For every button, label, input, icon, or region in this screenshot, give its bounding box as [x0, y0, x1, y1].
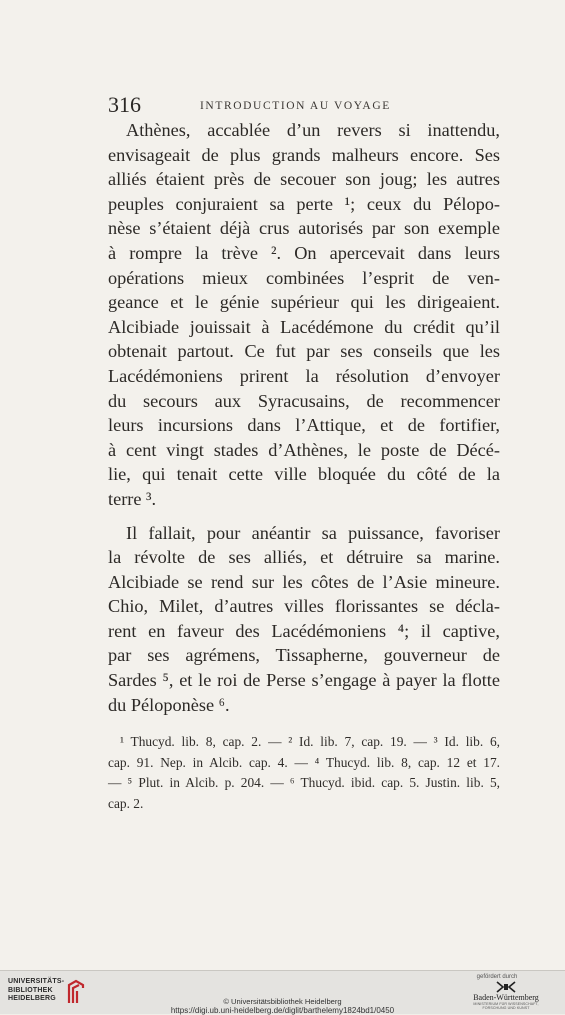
text-line: terre ³. — [108, 488, 157, 509]
state-coat-of-arms-icon — [495, 981, 517, 993]
text-line: Alcibiade jouissait à Lacédémone du crédit qu’il — [108, 316, 500, 337]
text-line: rent en faveur des Lacédémoniens ⁴; il captive, — [108, 620, 500, 641]
text-line: à rompre la trève ². On apercevait dans leurs — [108, 242, 500, 263]
footnotes — [108, 732, 500, 814]
text-line: leurs incursions dans l’Attique, et de fortifier, — [108, 415, 500, 436]
footnote-line: ¹ Thucyd. lib. 8, cap. 2. — ² Id. lib. 7, cap. 19. — ³ Id. lib. 6, — [120, 734, 500, 749]
text-line: par ses agrémens, Tissapherne, gouverneur de — [108, 645, 500, 666]
copyright-notice: © Universitätsbibliothek Heidelberg — [223, 997, 342, 1006]
funder-subtitle: MINISTERIUM FÜR WISSENSCHAFT, FORSCHUNG UND KUNST — [473, 1002, 539, 1010]
footer-bar — [0, 970, 565, 1014]
footnote-line: cap. 2. — [108, 795, 144, 811]
text-line: lie, qui tenait cette ville bloquée du côté de la — [108, 464, 500, 485]
text-line: geance et le génie supérieur qui les dirigeaient. — [108, 292, 500, 313]
text-line: du Péloponèse ⁶. — [108, 694, 230, 715]
body-text — [108, 118, 500, 717]
running-head: INTRODUCTION AU VOYAGE — [200, 100, 391, 112]
text-line: envisageait de plus grands malheurs encore. Ses — [108, 144, 500, 165]
text-line: à cent vingt stades d’Athènes, le poste de Décé- — [108, 439, 500, 460]
text-line: du secours aux Syracusains, de recommencer — [108, 390, 500, 411]
library-name: UNIVERSITÄTS- BIBLIOTHEK HEIDELBERG — [8, 978, 65, 1002]
text-line: Sardes ⁵, et le roi de Perse s’engage à payer la flotte — [108, 670, 500, 691]
page-header — [108, 92, 500, 117]
text-line: Chio, Milet, d’autres villes florissantes se décla- — [108, 596, 500, 617]
funder-logo[interactable] — [461, 974, 551, 1012]
text-line: la révolte de ses alliés, et détruire sa marine. — [108, 547, 500, 568]
text-line: opérations mieux combinées l’esprit de ven- — [108, 267, 500, 288]
text-line: nèse s’étaient déjà crus autorisés par son exemple — [108, 218, 500, 239]
text-line: Athènes, accablée d’un revers si inattendu, — [126, 120, 500, 140]
paragraph-gap — [108, 512, 500, 521]
text-line: obtenait partout. Ce fut par ses conseils que les — [108, 341, 500, 362]
page-number: 316 — [108, 92, 141, 117]
text-line: Alcibiade se rend sur les côtes de l’Asie mineure. — [108, 571, 500, 592]
funder-name: Baden-Württemberg — [473, 993, 539, 1002]
text-line: peuples conjuraient sa perte ¹; ceux du Pélopo- — [108, 193, 500, 214]
text-line: alliés étaient près de secouer son joug; les autres — [108, 169, 500, 190]
footnote-line: cap. 91. Nep. in Alcib. cap. 4. — ⁴ Thucyd. lib. 8, cap. 12 et 17. — [108, 754, 500, 770]
text-line: Lacédémoniens prirent la résolution d’envoyer — [108, 365, 500, 386]
funder-label: gefördert durch — [476, 974, 518, 980]
text-line: Il fallait, pour anéantir sa puissance, favoriser — [126, 522, 500, 543]
footnote-line: — ⁵ Plut. in Alcib. p. 204. — ⁶ Thucyd. ibid. cap. 5. Justin. lib. 5, — [108, 775, 500, 790]
source-url[interactable]: https://digi.ub.uni-heidelberg.de/diglit/barthelemy1824bd1/0450 — [170, 1006, 395, 1015]
